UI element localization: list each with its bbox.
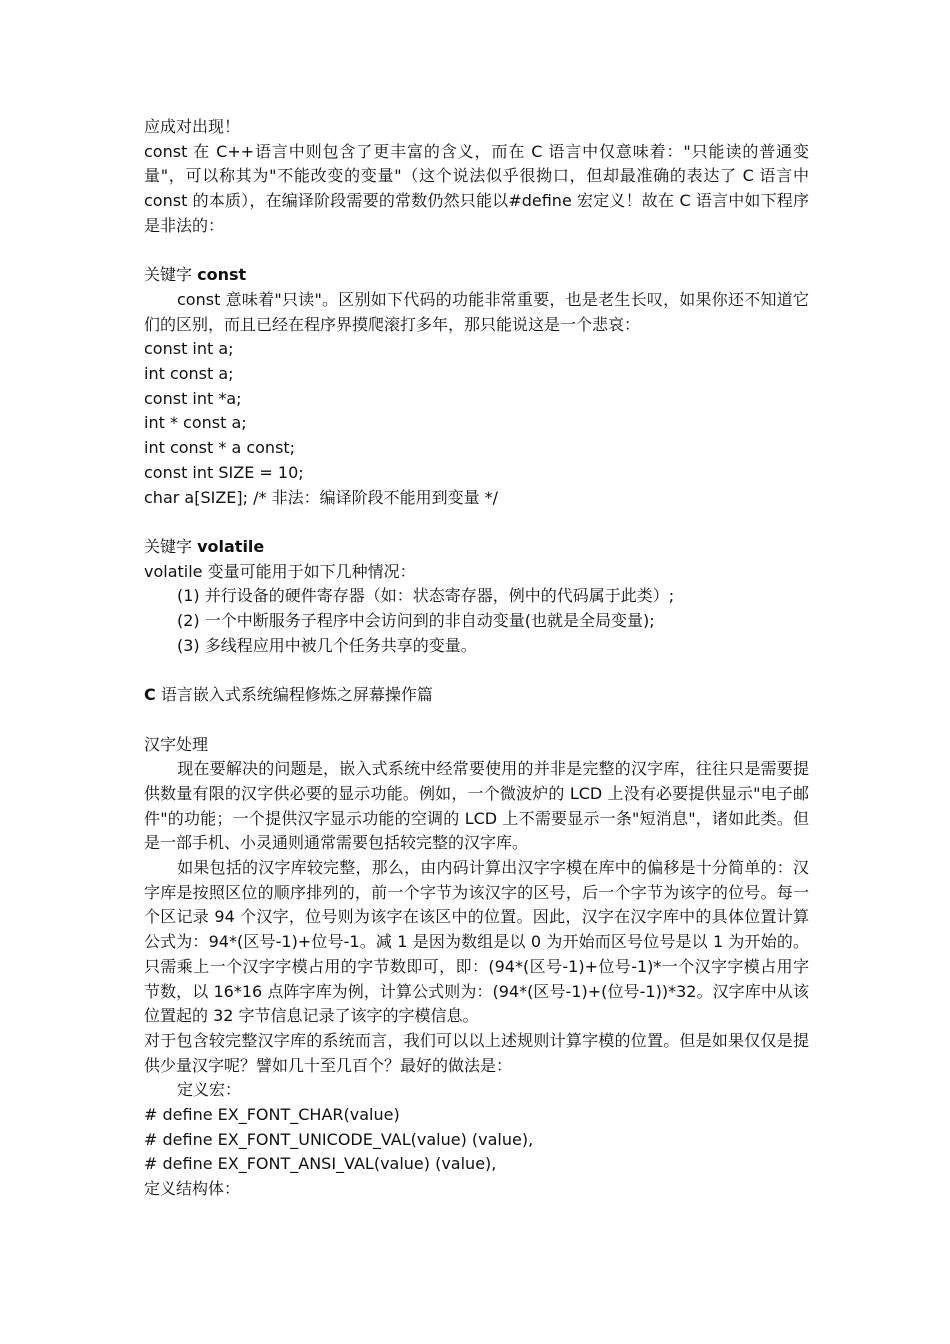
code-line: int * const a; (144, 413, 247, 433)
paragraph: const 在 C++语言中则包含了更丰富的含义，而在 C 语言中仅意味着："只能读的普通变量"，可以称其为"不能改变的变量"（这个说法似乎很拗口，但却最准确的表达了 C 语言中 const 的本质），在编译阶段需要的常数仍然只能以#define 宏定义！故在 C 语言中如下程序是非法的： (144, 141, 809, 235)
code-line: const int SIZE = 10; (144, 462, 304, 482)
section-title-bold: C (144, 685, 156, 705)
paragraph: volatile 变量可能用于如下几种情况： (144, 561, 416, 581)
code-line: # define EX_FONT_CHAR(value) (144, 1105, 400, 1125)
subheading: 汉字处理 (144, 734, 209, 754)
paragraph: 定义结构体： (144, 1179, 241, 1199)
heading-prefix: 关键字 (144, 536, 198, 556)
paragraph: 应成对出现！ (144, 117, 241, 136)
code-line: # define EX_FONT_ANSI_VAL(value) (value), (144, 1154, 497, 1174)
blank-line (144, 510, 809, 535)
code-line: int const * a const; (144, 438, 296, 458)
paragraph: const 意味着"只读"。区别如下代码的功能非常重要，也是老生长叹，如果你还不知道它们的区别，而且已经在程序界摸爬滚打多年，那只能说这是一个悲哀： (144, 289, 809, 334)
blank-line (144, 239, 809, 264)
paragraph: 对于包含较完整汉字库的系统而言，我们可以以上述规则计算字模的位置。但是如果仅仅是提供少量汉字呢？譬如几十至几百个？最好的做法是： (144, 1030, 809, 1075)
heading-volatile (144, 535, 809, 560)
paragraph: 现在要解决的问题是，嵌入式系统中经常要使用的并非是完整的汉字库，往往只是需要提供数量有限的汉字供必要的显示功能。例如，一个微波炉的 LCD 上没有必要提供显示"电子邮件"的功能；一个提供汉字显示功能的空调的 LCD 上不需要显示一条"短消息"，诸如此类。但是一部手机、小灵通则通常需要包括较完整的汉字库。 (144, 759, 809, 853)
code-line: # define EX_FONT_UNICODE_VAL(value) (value), (144, 1129, 534, 1149)
code-line: const int *a; (144, 388, 242, 408)
code-line: const int a; (144, 339, 234, 359)
heading-keyword: const (197, 265, 247, 285)
heading-prefix: 关键字 (144, 265, 198, 285)
section-title-text: 语言嵌入式系统编程修炼之屏幕操作篇 (155, 685, 433, 705)
blank-line (144, 658, 809, 683)
heading-keyword: volatile (197, 536, 265, 556)
section-title (144, 683, 809, 708)
paragraph: 如果包括的汉字库较完整，那么，由内码计算出汉字字模在库中的偏移是十分简单的：汉字库是按照区位的顺序排列的，前一个字节为该汉字的区号，后一个字节为该字的位号。每一个区记录 94 个汉字，位号则为该字在该区中的位置。因此，汉字在汉字库中的具体位置计算公式为：94*(区号-1)+位号-1。减 1 是因为数组是以 0 为开始而区号位号是以 1 为开始的。只需乘上一个汉字字模占用的字节数即可，即：(94*(区号-1)+位号-1)*一个汉字字模占用字节数，以 16*16 点阵字库为例，计算公式则为：(94*(区号-1)+(位号-1))*32。汉字库中从该位置起的 32 字节信息记录了该字的字模信息。 (144, 858, 809, 1026)
heading-const (144, 263, 809, 288)
code-line: int const a; (144, 364, 234, 384)
list-item: (2) 一个中断服务子程序中会访问到的非自动变量(也就是全局变量); (177, 611, 655, 631)
blank-line (144, 708, 809, 733)
document-body (144, 115, 809, 1202)
code-line: char a[SIZE]; /* 非法：编译阶段不能用到变量 */ (144, 487, 499, 507)
paragraph: 定义宏： (177, 1080, 242, 1100)
list-item: (1) 并行设备的硬件寄存器（如：状态寄存器，例中的代码属于此类）; (177, 586, 675, 606)
list-item: (3) 多线程应用中被几个任务共享的变量。 (177, 635, 477, 655)
